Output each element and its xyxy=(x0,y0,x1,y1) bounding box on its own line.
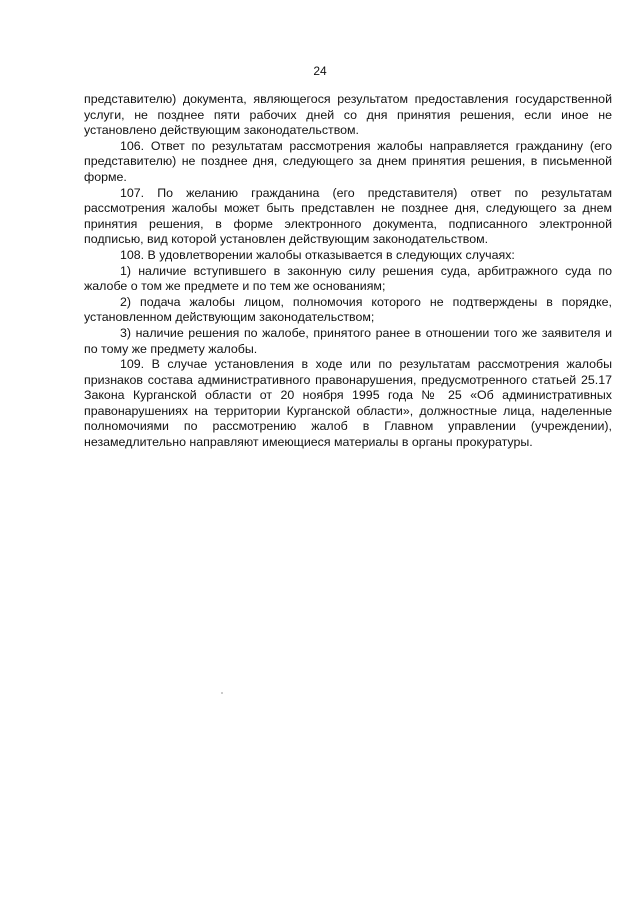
paragraph-continuation: представителю) документа, являющегося результатом предоставления государственной услуги, не позднее пяти рабочих дней со дня принятия решения, если иное не установлено действующим законодательством. xyxy=(84,92,612,138)
page-number: 24 xyxy=(313,64,327,78)
paragraph-109: 109. В случае установления в ходе или по результатам рассмотрения жалобы признаков состава административного правонарушения, предусмотренного статьей 25.17 Закона Курганской области от 20 ноября 1995 года № 25 «Об административных правонарушениях на территории Курганской области», должностные лица, наделенные полномочиями по рассмотрению жалоб в Главном управлении (учреждении), незамедлительно направляют имеющиеся материалы в органы прокуратуры. xyxy=(84,357,612,450)
paragraph-108: 108. В удовлетворении жалобы отказывается в следующих случаях: xyxy=(120,247,515,262)
document-body xyxy=(84,92,612,451)
list-item-3: 3) наличие решения по жалобе, принятого ранее в отношении того же заявителя и по тому же предмету жалобы. xyxy=(84,325,612,356)
paragraph-106: 106. Ответ по результатам рассмотрения жалобы направляется гражданину (его представителю) не позднее дня, следующего за днем принятия решения, в письменной форме. xyxy=(84,138,612,184)
list-item-2: 2) подача жалобы лицом, полномочия которого не подтверждены в порядке, установленном действующим законодательством; xyxy=(84,294,612,325)
list-item-1: 1) наличие вступившего в законную силу решения суда, арбитражного суда по жалобе о том же предмете и по тем же основаниям; xyxy=(84,263,612,294)
scan-speck xyxy=(221,692,223,694)
paragraph-107: 107. По желанию гражданина (его представителя) ответ по результатам рассмотрения жалобы может быть представлен не позднее дня, следующего за днем принятия решения, в форме электронного документа, подписанного электронной подписью, вид которой установлен действующим законодательством. xyxy=(84,185,612,247)
